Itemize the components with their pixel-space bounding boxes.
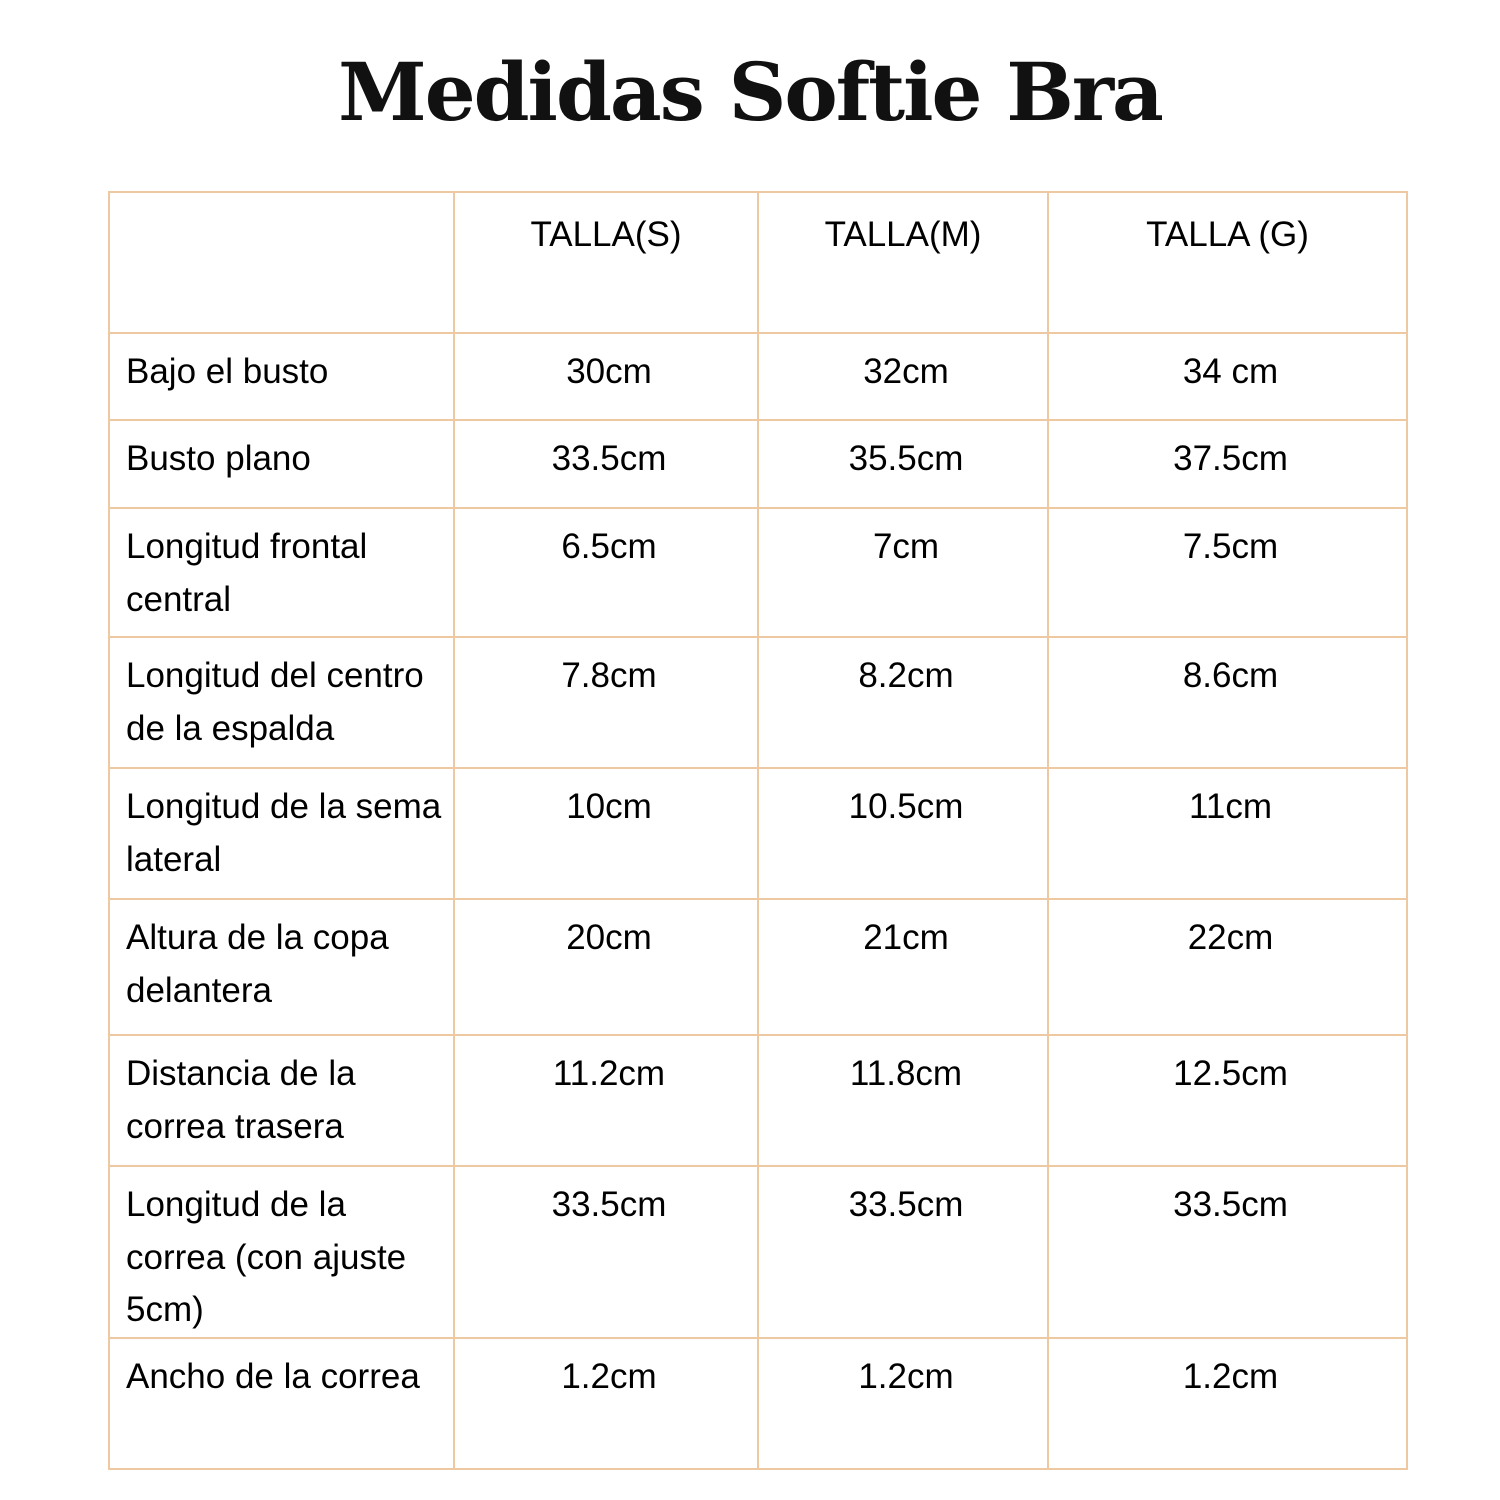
measurement-value: 33.5cm	[1048, 1166, 1407, 1338]
table-row	[109, 1338, 1407, 1469]
page-title: Medidas Softie Bra	[338, 45, 1162, 139]
measurement-value: 32cm	[758, 333, 1048, 420]
measurement-value: 12.5cm	[1048, 1035, 1407, 1166]
table-row	[109, 420, 1407, 508]
table-row	[109, 899, 1407, 1035]
measurement-value: 34 cm	[1048, 333, 1407, 420]
table-row	[109, 333, 1407, 420]
measurement-value: 1.2cm	[454, 1338, 758, 1469]
row-label: Longitud de la correa (con ajuste 5cm)	[109, 1166, 454, 1338]
measurement-value: 11.8cm	[758, 1035, 1048, 1166]
measurement-value: 10cm	[454, 768, 758, 899]
measurement-value: 30cm	[454, 333, 758, 420]
table-row	[109, 768, 1407, 899]
row-label: Altura de la copa delantera	[109, 899, 454, 1035]
measurement-value: 22cm	[1048, 899, 1407, 1035]
header-row	[109, 192, 1407, 333]
row-label: Distancia de la correa trasera	[109, 1035, 454, 1166]
measurement-value: 33.5cm	[454, 420, 758, 508]
measurement-value: 8.2cm	[758, 637, 1048, 768]
row-label: Bajo el busto	[109, 333, 454, 420]
measurement-value: 11cm	[1048, 768, 1407, 899]
row-label: Ancho de la correa	[109, 1338, 454, 1469]
measurement-value: 7cm	[758, 508, 1048, 637]
column-header-talla-m: TALLA(M)	[758, 192, 1048, 333]
measurement-value: 1.2cm	[758, 1338, 1048, 1469]
size-table	[108, 191, 1408, 1470]
column-header-talla-s: TALLA(S)	[454, 192, 758, 333]
measurement-value: 21cm	[758, 899, 1048, 1035]
measurement-value: 10.5cm	[758, 768, 1048, 899]
measurement-value: 8.6cm	[1048, 637, 1407, 768]
table-row	[109, 1166, 1407, 1338]
corner-cell	[109, 192, 454, 333]
measurement-value: 6.5cm	[454, 508, 758, 637]
measurement-value: 20cm	[454, 899, 758, 1035]
measurement-value: 11.2cm	[454, 1035, 758, 1166]
measurement-value: 7.5cm	[1048, 508, 1407, 637]
row-label: Longitud del centro de la espalda	[109, 637, 454, 768]
measurement-value: 33.5cm	[758, 1166, 1048, 1338]
table-row	[109, 637, 1407, 768]
measurement-value: 1.2cm	[1048, 1338, 1407, 1469]
measurement-value: 33.5cm	[454, 1166, 758, 1338]
measurement-value: 7.8cm	[454, 637, 758, 768]
table-row	[109, 508, 1407, 637]
row-label: Longitud frontal central	[109, 508, 454, 637]
measurement-value: 37.5cm	[1048, 420, 1407, 508]
column-header-talla-g: TALLA (G)	[1048, 192, 1407, 333]
measurement-value: 35.5cm	[758, 420, 1048, 508]
row-label: Busto plano	[109, 420, 454, 508]
table-row	[109, 1035, 1407, 1166]
row-label: Longitud de la sema lateral	[109, 768, 454, 899]
